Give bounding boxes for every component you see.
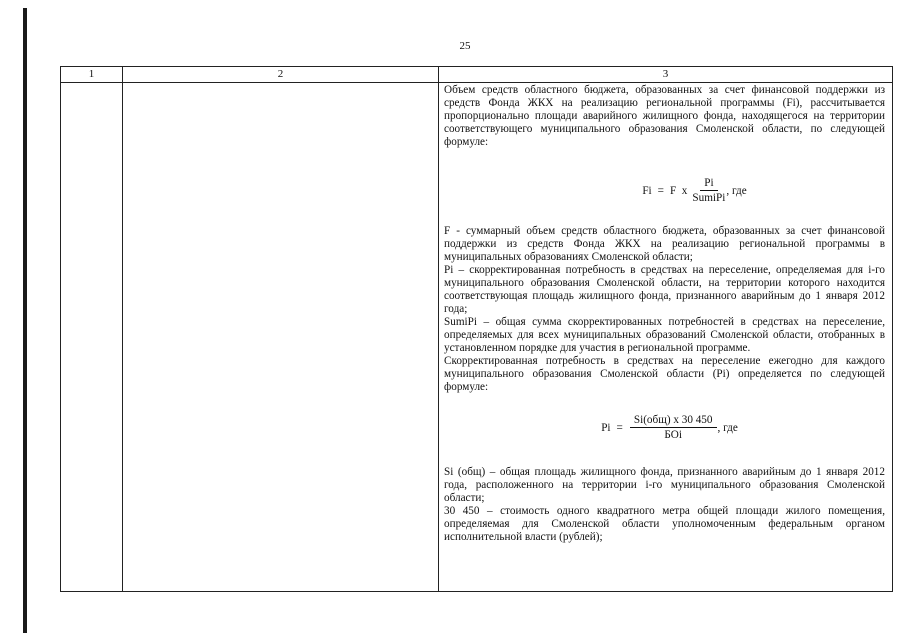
body-cell-3	[439, 83, 893, 592]
header-cell-2: 2	[123, 67, 439, 83]
definition-f: F - суммарный объем средств областного бюджета, образованных за счет финансовой поддержки из средств Фонда ЖКХ на реализацию региональной программы в муниципальных образованиях Смоленской области;	[444, 225, 885, 263]
formula-fi	[444, 177, 885, 205]
paragraph-pi-intro: Скорректированная потребность в средствах на переселение ежегодно для каждого муниципального образования Смоленской области (Pi) определяется по следующей формуле:	[444, 355, 885, 393]
formula-fi-eq: =	[657, 184, 664, 197]
formula-fi-fraction	[692, 177, 725, 205]
formula-pi-eq: =	[616, 421, 623, 434]
formula-pi-lhs: Pi	[601, 421, 611, 434]
formula-pi	[444, 414, 885, 442]
intro-paragraph: Объем средств областного бюджета, образованных за счет финансовой поддержки из средств Фонда ЖКХ на реализацию региональной программы (Fi), рассчитывается пропорционально площади аварийного жилищного фонда, находящегося на территории соответствующего муниципального образования Смоленской области, по следующей формуле:	[444, 84, 885, 148]
header-cell-3: 3	[439, 67, 893, 83]
formula-fi-tail: , где	[726, 184, 747, 197]
definition-pi: Pi – скорректированная потребность в средствах на переселение, определяемая для i-го муниципального образования Смоленской области, на территории которого находится соответствующая площадь жилищного фонда, признанного аварийным до 1 января 2012 года;	[444, 264, 885, 315]
page-number: 25	[459, 40, 471, 52]
formula-pi-tail: , где	[717, 421, 738, 434]
formula-pi-denominator: БОi	[664, 429, 682, 441]
body-cell-2	[123, 83, 439, 592]
formula-pi-fraction	[630, 414, 717, 442]
definition-si: Si (общ) – общая площадь жилищного фонда, признанного аварийным до 1 января 2012 года, расположенного на территории i-го муниципального образования Смоленской области;	[444, 466, 885, 504]
formula-fi-mult: F x	[669, 184, 688, 197]
formula-fi-lhs: Fi	[642, 184, 652, 197]
formula-pi-numerator: Si(общ) x 30 450	[630, 414, 717, 428]
definition-30450: 30 450 – стоимость одного квадратного метра общей площади жилого помещения, определяемая для Смоленской области уполномоченным федеральным органом исполнительной власти (рублей);	[444, 505, 885, 543]
header-cell-1: 1	[61, 67, 123, 83]
table-header-row	[61, 67, 893, 83]
document-table	[60, 66, 893, 592]
definition-sumipi: SumiPi – общая сумма скорректированных потребностей в средствах на переселение, определяемых для всех муниципальных образований Смоленской области, отобранных в установленном порядке для участия в региональной программе.	[444, 316, 885, 354]
body-cell-1	[61, 83, 123, 592]
formula-fi-numerator: Pi	[700, 177, 717, 191]
table-body-row	[61, 83, 893, 592]
formula-fi-denominator: SumiPi	[692, 192, 726, 204]
binding-bar	[23, 8, 27, 633]
